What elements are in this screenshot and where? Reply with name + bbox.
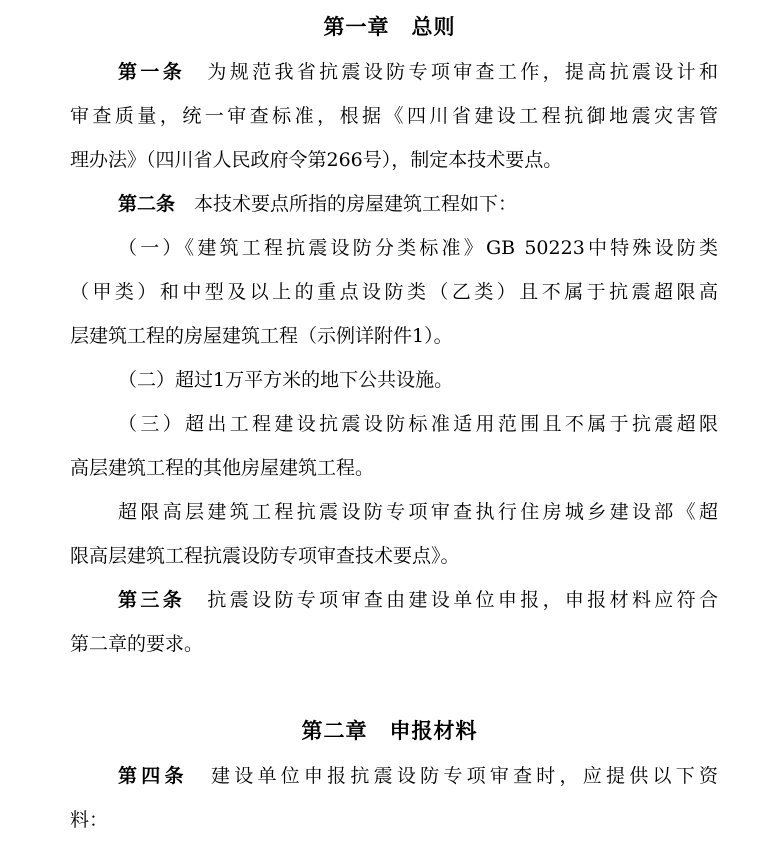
article-2-item-1-line-2: （甲类）和中型及以上的重点设防类（乙类）且不属于抗震超限高	[70, 281, 718, 303]
article-1-line-2: 审查质量，统一审查标准，根据《四川省建设工程抗御地震灾害管	[70, 105, 718, 127]
article-2-note-line-2: 限高层建筑工程抗震设防专项审查技术要点》。	[70, 545, 460, 567]
article-3-line-1: 第三条 抗震设防专项审查由建设单位申报，申报材料应符合	[118, 589, 718, 611]
article-1-line-1: 第一条 为规范我省抗震设防专项审查工作，提高抗震设计和	[118, 61, 718, 83]
article-4-line-2: 料：	[70, 809, 109, 831]
article-2-item-2: （二）超过1万平方米的地下公共设施。	[118, 369, 454, 391]
article-2-line-1: 第二条 本技术要点所指的房屋建筑工程如下：	[118, 193, 518, 215]
article-2-item-3-line-1: （三）超出工程建设抗震设防标准适用范围且不属于抗震超限	[118, 413, 718, 435]
article-3-line-2: 第二章的要求。	[70, 633, 204, 655]
chapter-2-title: 第二章 申报材料	[301, 719, 478, 743]
article-2-item-1-line-1: （一）《建筑工程抗震设防分类标准》GB 50223中特殊设防类	[118, 237, 718, 259]
article-2-note-line-1: 超限高层建筑工程抗震设防专项审查执行住房城乡建设部《超	[118, 501, 718, 523]
article-2-label: 第二条	[118, 193, 176, 215]
article-4-line-1: 第四条 建设单位申报抗震设防专项审查时，应提供以下资	[118, 765, 718, 787]
chapter-1-title: 第一章 总则	[323, 15, 456, 39]
article-3-label: 第三条	[118, 589, 186, 611]
article-2-item-1-line-3: 层建筑工程的房屋建筑工程（示例详附件1）。	[70, 325, 453, 347]
article-4-label: 第四条	[118, 765, 188, 787]
article-1-line-3: 理办法》（四川省人民政府令第266号），制定本技术要点。	[70, 149, 563, 171]
article-2-item-3-line-2: 高层建筑工程的其他房屋建筑工程。	[70, 457, 375, 479]
article-1-label: 第一条	[118, 61, 186, 83]
